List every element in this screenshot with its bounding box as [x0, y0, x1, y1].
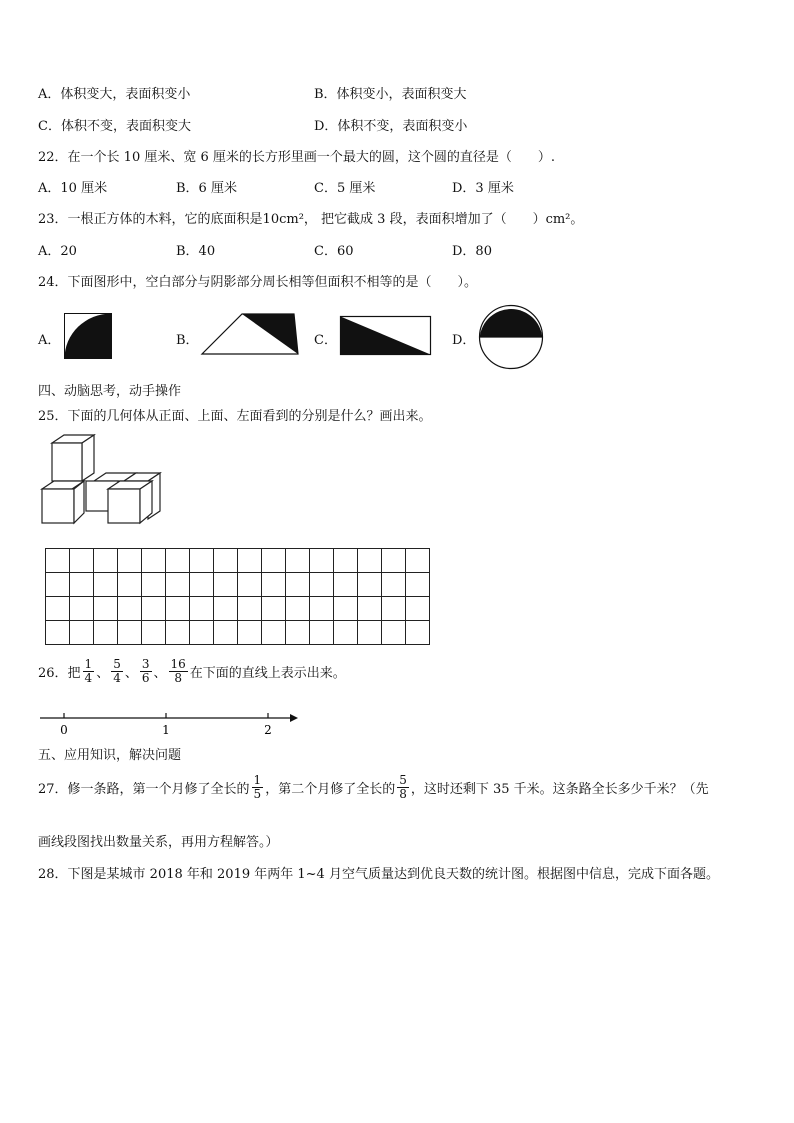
q26-tail: 在下面的直线上表示出来。	[189, 666, 346, 681]
section-4-heading: 四、动脑思考，动手操作	[38, 384, 182, 399]
q24-option-b-label: B．	[176, 333, 199, 348]
number-line-tick-label: 0	[60, 723, 68, 737]
q23-option-b: B．40	[176, 244, 216, 259]
q27-fraction-2: $\frac{5}{8}$	[399, 773, 407, 801]
q21-option-a: A．体积变大，表面积变小	[38, 87, 191, 102]
q24-option-c-label: C．	[314, 333, 337, 348]
q21-option-c: C．体积不变，表面积变大	[38, 119, 191, 134]
q23-option-a: A．20	[38, 244, 77, 259]
q26-stem	[38, 658, 346, 685]
q26-lead: 26．把	[38, 666, 81, 681]
number-line-tick-label: 1	[162, 723, 170, 737]
q24-figure-a	[64, 313, 112, 359]
q24-figure-b	[200, 313, 300, 355]
q26-separator: 、	[96, 666, 110, 681]
number-line-tick-label: 2	[264, 723, 272, 737]
q26-separator: 、	[124, 666, 138, 681]
q26-fraction-2: $\frac{5}{4}$	[113, 657, 121, 685]
q24-stem: 24．下面图形中，空白部分与阴影部分周长相等但面积不相等的是（ ）。	[38, 275, 478, 290]
q25-cube-solid	[40, 435, 164, 527]
q27-part1: 27．修一条路，第一个月修了全长的	[38, 782, 250, 797]
q26-separator: 、	[153, 666, 167, 681]
section-5-heading: 五、应用知识，解决问题	[38, 748, 182, 763]
q22-option-c: C．5 厘米	[314, 181, 376, 196]
q28-stem: 28．下图是某城市 2018 年和 2019 年两年 1~4 月空气质量达到优良天数的统计图。根据图中信息，完成下面各题。	[38, 867, 719, 882]
q26-number-line[interactable]	[40, 708, 302, 738]
q24-option-a-label: A．	[38, 333, 61, 348]
q21-option-b: B．体积变小，表面积变大	[314, 87, 467, 102]
q27-part3: ，这时还剩下 35 千米。这条路全长多少千米？（先	[410, 782, 709, 797]
q22-option-b: B．6 厘米	[176, 181, 237, 196]
q23-stem: 23．一根正方体的木料，它的底面积是10cm²， 把它截成 3 段，表面积增加了（ ）cm²。	[38, 212, 584, 227]
q25-stem: 25．下面的几何体从正面、上面、左面看到的分别是什么？画出来。	[38, 409, 432, 424]
q27-part2: ，第二个月修了全长的	[265, 782, 396, 797]
q24-figure-c	[340, 316, 432, 356]
q22-stem: 22．在一个长 10 厘米、宽 6 厘米的长方形里画一个最大的圆，这个圆的直径是（ ）.	[38, 150, 556, 165]
q24-figure-d	[478, 304, 544, 370]
q23-option-d: D．80	[452, 244, 492, 259]
q23-option-c: C．60	[314, 244, 354, 259]
q26-fraction-3: $\frac{3}{6}$	[141, 657, 150, 685]
q22-option-a: A．10 厘米	[38, 181, 108, 196]
q27-line2: 画线段图找出数量关系，再用方程解答。）	[38, 835, 279, 850]
q25-drawing-grid[interactable]	[45, 548, 430, 645]
q26-fraction-4: $\frac{16}{8}$	[170, 657, 186, 685]
q26-fraction-1: $\frac{1}{4}$	[84, 657, 93, 685]
q22-option-d: D．3 厘米	[452, 181, 514, 196]
q27-stem	[38, 774, 709, 801]
q24-option-d-label: D．	[452, 333, 476, 348]
q21-option-d: D．体积不变，表面积变小	[314, 119, 468, 134]
q27-fraction-1: $\frac{1}{5}$	[253, 773, 262, 801]
